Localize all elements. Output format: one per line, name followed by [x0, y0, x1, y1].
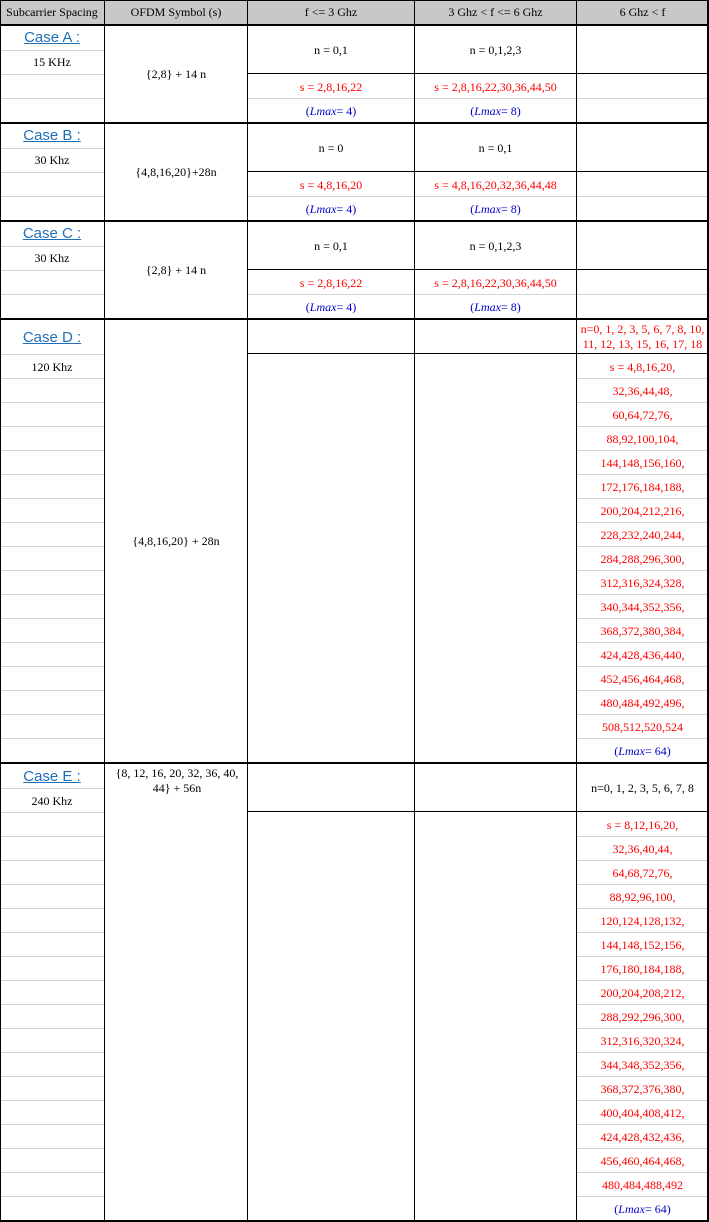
case-a-f1-lmax: ( Lmax = 4)	[305, 104, 357, 118]
row-gridline	[1, 1052, 104, 1053]
case-d-s-line: 340,344,352,356,	[600, 600, 685, 614]
case-a-section	[0, 26, 104, 50]
border-col-3	[414, 0, 415, 1222]
case-a-symbol: {2,8} + 14 n	[145, 67, 207, 81]
row-gridline	[1, 474, 104, 475]
case-d-s-line: 144,148,156,160,	[600, 456, 685, 470]
case-e-spacing: 240 Khz	[31, 794, 73, 808]
row-gridline	[1, 1100, 104, 1101]
row-gridline	[1, 1172, 104, 1173]
case-e-s-line: 288,292,296,300,	[600, 1010, 685, 1024]
row-gridline	[1, 196, 104, 197]
case-a-f2-s: s = 2,8,16,22,30,36,44,50	[434, 80, 557, 94]
case-d-s-line: 228,232,240,244,	[600, 528, 685, 542]
case-d-s-line: 508,512,520,524	[602, 720, 683, 734]
row-gridline	[1, 426, 104, 427]
row-gridline	[1, 714, 104, 715]
case-a-spacing: 15 KHz	[33, 55, 71, 69]
header-ofdm-symbol: OFDM Symbol (s)	[130, 5, 222, 19]
border-header	[0, 24, 709, 26]
header-f-gt-6ghz: 6 Ghz < f	[619, 5, 666, 19]
row-gridline	[1, 738, 104, 739]
border-case-b-split	[247, 171, 709, 172]
border-case-d-split	[247, 353, 709, 354]
case-d-s-line: 424,428,436,440,	[600, 648, 685, 662]
border-col-2	[247, 0, 248, 1222]
row-gridline	[1, 546, 104, 547]
case-e-section	[0, 765, 104, 789]
row-gridline	[1, 1148, 104, 1149]
case-b-symbol: {4,8,16,20}+28n	[135, 165, 217, 179]
case-c-f1-lmax: ( Lmax = 4)	[305, 300, 357, 314]
row-gridline	[1, 884, 104, 885]
case-d-section	[0, 326, 104, 350]
case-e-s-line: 312,316,320,324,	[600, 1034, 685, 1048]
border-case-c-split	[247, 269, 709, 270]
border-col-1	[104, 0, 105, 1222]
row-gridline	[1, 860, 104, 861]
case-b-f2-n: n = 0,1	[478, 141, 513, 155]
row-gridline	[1, 980, 104, 981]
case-d-s-line: 60,64,72,76,	[612, 408, 673, 422]
case-c-f1-s: s = 2,8,16,22	[299, 276, 363, 290]
case-a-link[interactable]: Case A :	[24, 29, 80, 46]
row-gridline	[1, 1028, 104, 1029]
case-c-f2-lmax: ( Lmax = 8)	[470, 300, 521, 314]
row-gridline	[1, 666, 104, 667]
case-e-s-line: 144,148,152,156,	[600, 938, 685, 952]
case-b-f2-s: s = 4,8,16,20,32,36,44,48	[434, 178, 557, 192]
case-c-f2-s: s = 2,8,16,22,30,36,44,50	[434, 276, 557, 290]
row-gridline	[1, 570, 104, 571]
case-b-link[interactable]: Case B :	[23, 127, 81, 144]
row-gridline	[1, 294, 104, 295]
case-e-s-line: 64,68,72,76,	[612, 866, 673, 880]
case-c-spacing: 30 Khz	[34, 251, 70, 265]
border-case-e-split	[247, 811, 709, 812]
case-e-s-line: 368,372,376,380,	[600, 1082, 685, 1096]
case-a-f1-n: n = 0,1	[314, 43, 348, 57]
row-gridline	[1, 1004, 104, 1005]
header-f-le-3ghz: f <= 3 Ghz	[304, 5, 358, 19]
row-gridline	[1, 690, 104, 691]
case-e-s-line: s = 8,12,16,20,	[606, 818, 679, 832]
case-e-s-line: 400,404,408,412,	[600, 1106, 685, 1120]
case-e-s-line: 480,484,488,492	[602, 1178, 683, 1192]
header-f-3-to-6ghz: 3 Ghz < f <= 6 Ghz	[448, 5, 543, 19]
case-d-s-line: 368,372,380,384,	[600, 624, 685, 638]
row-gridline	[1, 172, 104, 173]
case-c-section	[0, 222, 104, 246]
case-d-link[interactable]: Case D :	[22, 329, 82, 346]
case-d-s-line: 284,288,296,300,	[600, 552, 685, 566]
border-top	[0, 0, 709, 1]
border-left	[0, 0, 1, 1222]
case-e-f3-lmax: ( Lmax = 64)	[614, 1202, 671, 1216]
case-e-s-line: 88,92,96,100,	[609, 890, 676, 904]
case-c-f2-n: n = 0,1,2,3	[469, 239, 522, 253]
case-e-s-line: 200,204,208,212,	[600, 986, 685, 1000]
row-gridline	[1, 74, 104, 75]
case-d-s-line: 312,316,324,328,	[600, 576, 685, 590]
case-d-f3-lmax: ( Lmax = 64)	[614, 744, 671, 758]
border-case-a-end	[0, 122, 709, 124]
border-case-a-split	[247, 73, 709, 74]
case-e-f3-n: n=0, 1, 2, 3, 5, 6, 7, 8	[591, 780, 694, 795]
case-c-symbol: {2,8} + 14 n	[145, 263, 207, 277]
case-a-f2-lmax: ( Lmax = 8)	[470, 104, 521, 118]
row-gridline	[1, 618, 104, 619]
case-b-f2-lmax: ( Lmax = 8)	[470, 202, 521, 216]
case-d-s-line: 172,176,184,188,	[600, 480, 685, 494]
border-case-c-end	[0, 318, 709, 320]
row-gridline	[1, 932, 104, 933]
row-gridline	[1, 1076, 104, 1077]
row-gridline	[1, 642, 104, 643]
case-b-f1-s: s = 4,8,16,20	[299, 178, 363, 192]
row-gridline	[1, 522, 104, 523]
case-e-symbol: {8, 12, 16, 20, 32, 36, 40, 44} + 56n	[115, 766, 239, 795]
row-gridline	[1, 270, 104, 271]
row-gridline	[1, 908, 104, 909]
case-b-f1-n: n = 0	[318, 141, 344, 155]
border-col-4	[576, 0, 577, 1222]
row-gridline	[1, 402, 104, 403]
case-d-s-line: 88,92,100,104,	[606, 432, 679, 446]
header-subcarrier-spacing: Subcarrier Spacing	[6, 5, 98, 19]
border-case-d-end	[0, 762, 709, 764]
case-e-s-line: 456,460,464,468,	[600, 1154, 685, 1168]
case-e-s-line: 424,428,432,436,	[600, 1130, 685, 1144]
row-gridline	[1, 98, 104, 99]
case-d-f3-n: n=0, 1, 2, 3, 5, 6, 7, 8, 10, 11, 12, 13, 15, 16, 17, 18	[580, 322, 705, 351]
row-gridline	[1, 836, 104, 837]
row-gridline	[1, 1196, 104, 1197]
case-b-spacing: 30 Khz	[34, 153, 70, 167]
case-e-s-line: 344,348,352,356,	[600, 1058, 685, 1072]
case-d-symbol: {4,8,16,20} + 28n	[132, 534, 220, 548]
case-e-s-line: 32,36,40,44,	[612, 842, 673, 856]
case-a-f1-s: s = 2,8,16,22	[299, 80, 363, 94]
case-d-spacing: 120 Khz	[31, 360, 73, 374]
case-c-link[interactable]: Case C :	[22, 225, 82, 242]
case-d-s-line: 200,204,212,216,	[600, 504, 685, 518]
border-case-b-end	[0, 220, 709, 222]
case-a-f2-n: n = 0,1,2,3	[469, 43, 522, 57]
case-d-s-line: 32,36,44,48,	[612, 384, 673, 398]
case-d-s-line: 480,484,492,496,	[600, 696, 685, 710]
case-b-f1-lmax: ( Lmax = 4)	[305, 202, 357, 216]
case-d-s-line: 452,456,464,468,	[600, 672, 685, 686]
case-d-s-line: s = 4,8,16,20,	[609, 360, 676, 374]
case-e-s-line: 176,180,184,188,	[600, 962, 685, 976]
row-gridline	[1, 956, 104, 957]
case-e-link[interactable]: Case E :	[23, 768, 81, 785]
case-e-s-line: 120,124,128,132,	[600, 914, 685, 928]
row-gridline	[1, 594, 104, 595]
row-gridline	[1, 498, 104, 499]
row-gridline	[1, 450, 104, 451]
row-gridline	[1, 1124, 104, 1125]
case-b-section	[0, 124, 104, 148]
case-c-f1-n: n = 0,1	[314, 239, 348, 253]
